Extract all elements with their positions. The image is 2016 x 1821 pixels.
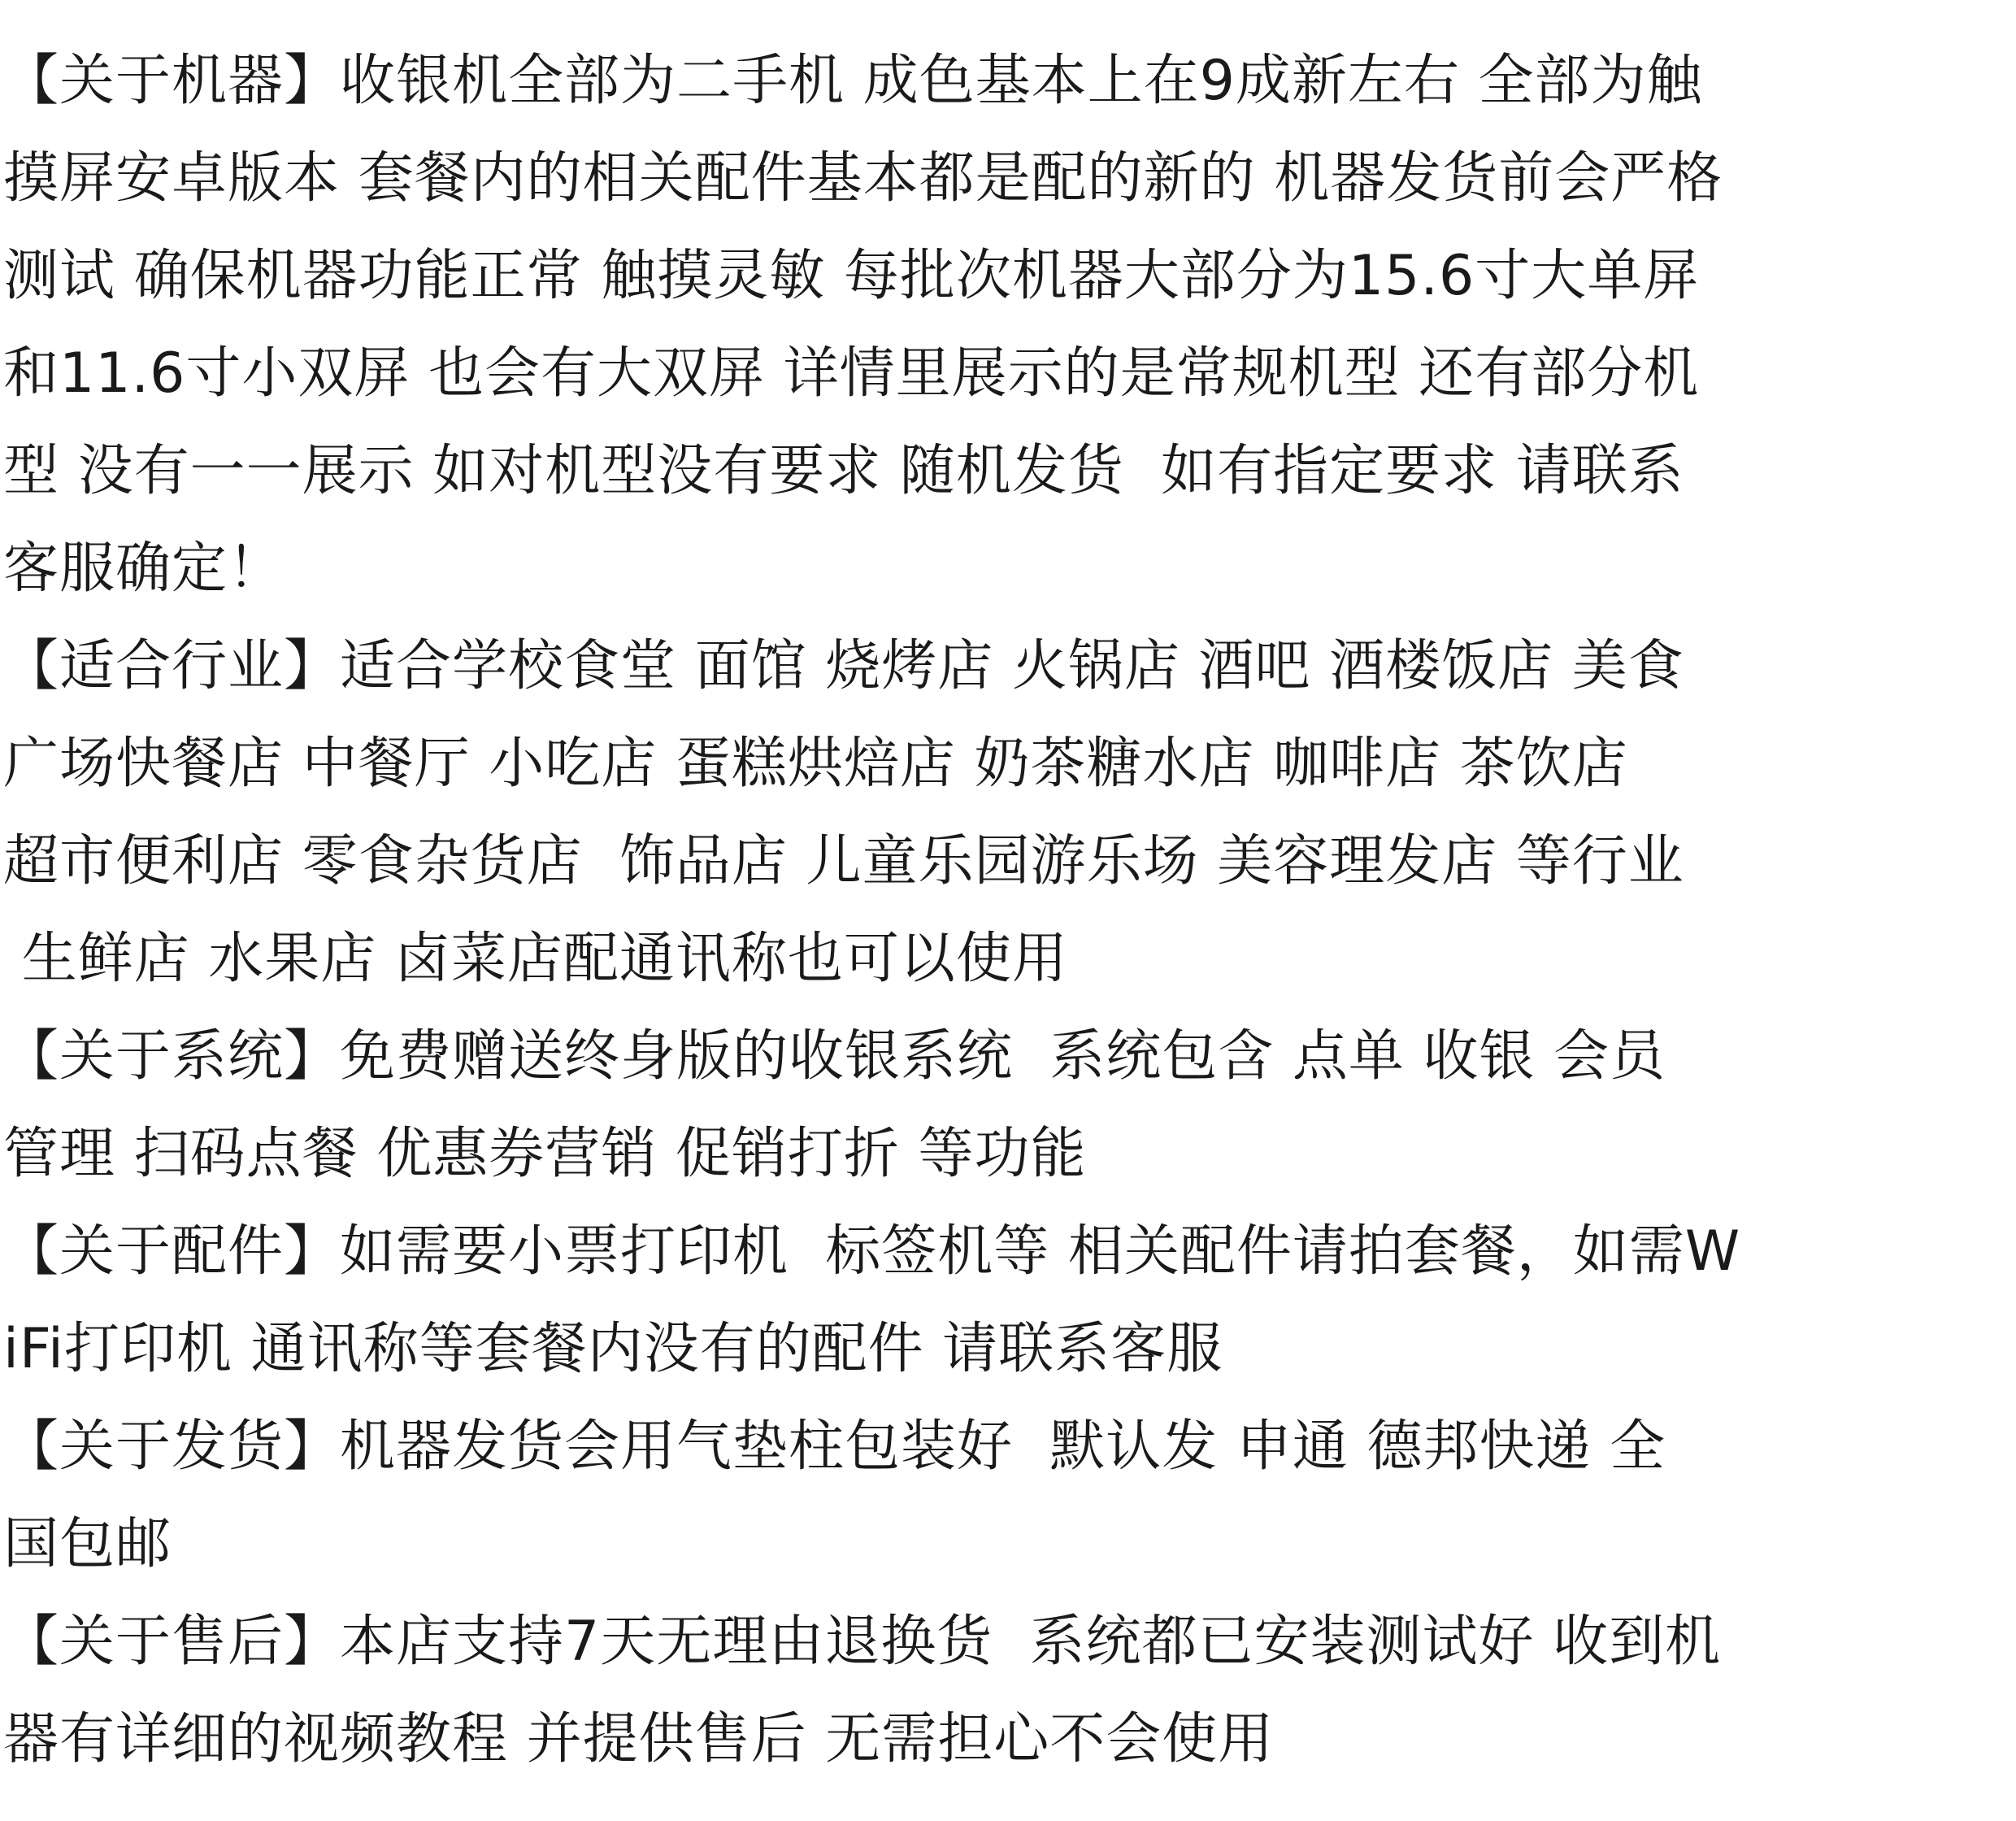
text-line: 超市便利店 零食杂货店 饰品店 儿童乐园游乐场 美容理发店 等行业 bbox=[3, 829, 1684, 893]
text-line: 【关于系统】免费赠送终身版的收银系统 系统包含 点单 收银 会员 bbox=[3, 1024, 1666, 1089]
text-line: 【关于售后】本店支持7天无理由退换货 系统都已安装测试好 收到机 bbox=[3, 1610, 1722, 1674]
text-line: 客服确定！ bbox=[3, 537, 285, 601]
text-line: 【关于配件】如需要小票打印机 标签机等 相关配件请拍套餐，如需W bbox=[3, 1219, 1741, 1284]
text-line: 广场快餐店 中餐厅 小吃店 蛋糕烘焙店 奶茶糖水店 咖啡店 茶饮店 bbox=[3, 732, 1628, 796]
text-line: 测试 确保机器功能正常 触摸灵敏 每批次机器大部分为15.6寸大单屏 bbox=[3, 244, 1700, 308]
text-line: iFi打印机 通讯称等套餐内没有的配件 请联系客服 bbox=[3, 1317, 1223, 1381]
section-about-aftersales bbox=[3, 1593, 2016, 1788]
text-line: 【适合行业】适合学校食堂 面馆 烧烤店 火锅店 酒吧 酒楼饭店 美食 bbox=[3, 634, 1684, 698]
text-line: 【关于发货】机器发货会用气垫柱包装好 默认发 申通 德邦快递 全 bbox=[3, 1415, 1666, 1479]
text-line: 生鲜店 水果店 卤菜店配通讯称也可以使用 bbox=[3, 927, 1068, 991]
section-suitable-industries bbox=[3, 618, 2016, 1008]
text-line: 摸屏安卓版本 套餐内的相关配件基本都是配的新的 机器发货前会严格 bbox=[3, 146, 1723, 211]
text-line: 器有详细的视频教程 并提供售后 无需担心不会使用 bbox=[3, 1707, 1275, 1771]
text-line: 【关于机器】收银机全部为二手机 成色基本上在9成新左右 全部为触 bbox=[3, 49, 1703, 113]
text-line: 国包邮 bbox=[3, 1512, 172, 1576]
text-line: 和11.6寸小双屏 也会有大双屏 详情里展示的是常规机型 还有部分机 bbox=[3, 341, 1700, 406]
section-about-system bbox=[3, 1008, 2016, 1203]
text-line: 型 没有一一展示 如对机型没有要求 随机发货 如有指定要求 请联系 bbox=[3, 439, 1684, 503]
section-about-shipping bbox=[3, 1398, 2016, 1593]
section-about-accessories bbox=[3, 1203, 2016, 1398]
section-about-machine bbox=[3, 33, 2016, 618]
text-line: 管理 扫码点餐 优惠券营销 促销打折 等功能 bbox=[3, 1122, 1087, 1186]
